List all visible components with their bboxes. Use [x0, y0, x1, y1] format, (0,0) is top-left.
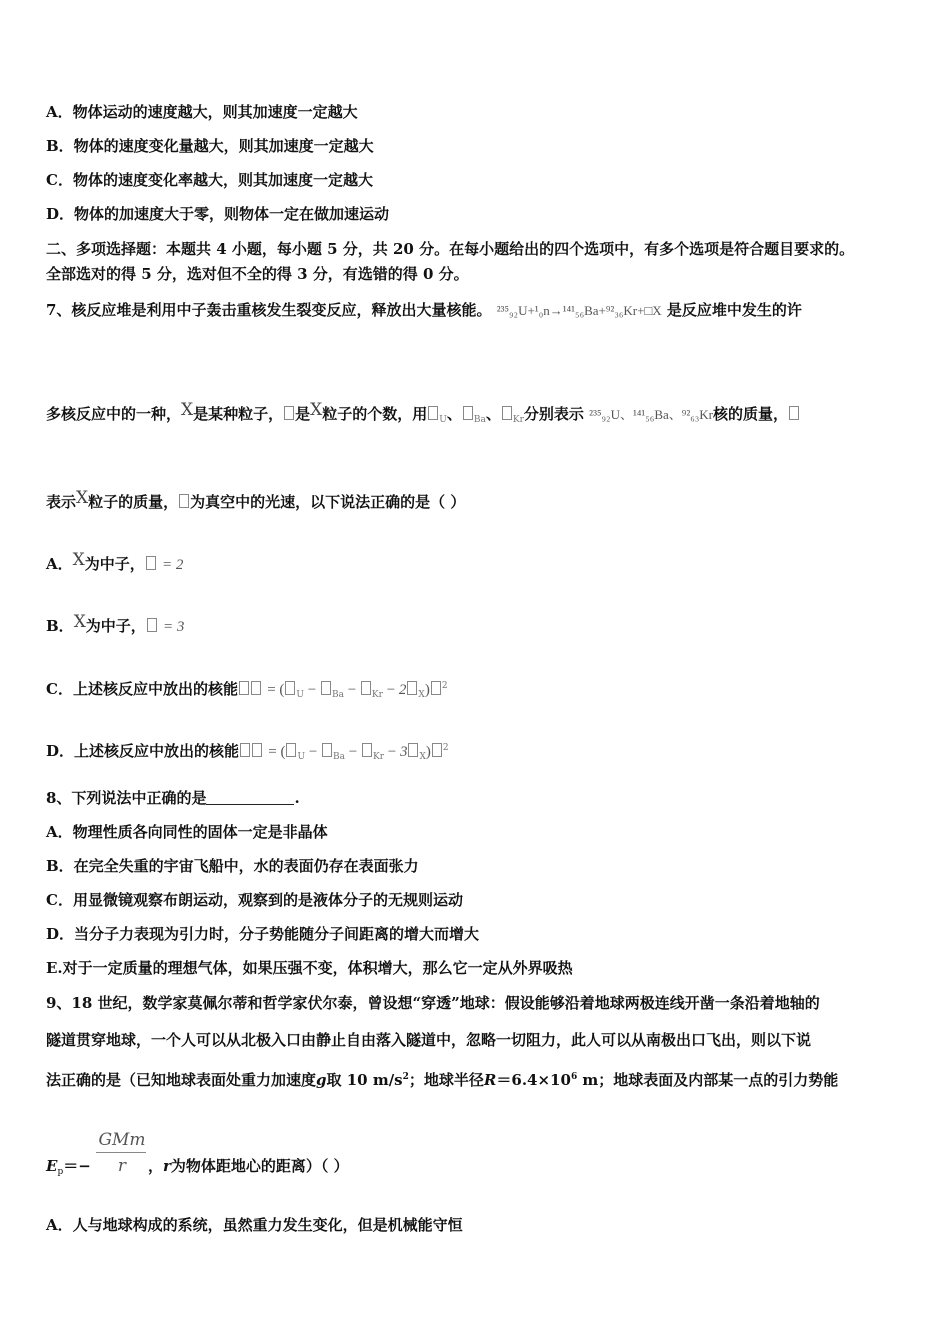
- mass-subscript: Kr: [371, 690, 383, 700]
- q7-option-c: [46, 676, 448, 705]
- formula-open: = (: [267, 682, 285, 698]
- exponent: 2: [402, 1072, 409, 1082]
- q8-option-c: C．用显微镜观察布朗运动，观察到的是液体分子的无规则运动: [46, 891, 463, 909]
- fraction-numerator: GMm: [98, 1130, 146, 1150]
- q9-potential-energy-line: [46, 1156, 91, 1182]
- placeholder-symbol-icon: [408, 743, 418, 757]
- separator: 、: [446, 405, 462, 423]
- placeholder-symbol-icon: [285, 681, 295, 695]
- placeholder-symbol-icon: [789, 406, 799, 420]
- placeholder-symbol-icon: [463, 406, 473, 420]
- q7-option-d: [46, 738, 449, 767]
- option-text: C．上述核反应中放出的核能: [46, 680, 238, 698]
- q8-option-a: A．物理性质各向同性的固体一定是非晶体: [46, 823, 328, 841]
- formula-close: ): [424, 682, 430, 698]
- mass-subscript: Ba: [331, 690, 344, 700]
- coefficient: 2: [398, 682, 407, 698]
- placeholder-symbol-icon: [146, 556, 156, 570]
- fraction-bar: [96, 1152, 146, 1153]
- square-exponent: 2: [441, 681, 448, 691]
- placeholder-symbol-icon: [322, 743, 332, 757]
- placeholder-symbol-icon: [252, 743, 262, 757]
- placeholder-symbol-icon: [362, 743, 372, 757]
- q9-text: 取 10 m/s: [326, 1071, 403, 1089]
- q7-stem-text: 多核反应中的一种，: [46, 405, 182, 423]
- mass-subscript: U: [296, 690, 304, 700]
- mass-subscript: Kr: [512, 415, 524, 425]
- section2-heading-line1: 二、多项选择题：本题共 4 小题，每小题 5 分，共 20 分。在每小题给出的四个选项中，有多个选项是符合题目要求的。: [46, 240, 855, 258]
- option-text: D．上述核反应中放出的核能: [46, 742, 240, 760]
- q8-stem-text: 8、下列说法中正确的是: [46, 789, 207, 807]
- subscript-p: p: [57, 1167, 64, 1177]
- placeholder-symbol-icon: [286, 743, 296, 757]
- q9-stem-line2: 隧道贯穿地球，一个人可以从北极入口由静止自由落入隧道中，忽略一切阻力，此人可以从南极出口飞出，则以下说: [46, 1031, 812, 1049]
- q9-text: 法正确的是（已知地球表面处重力加速度: [46, 1071, 317, 1089]
- formula-close: ): [425, 744, 431, 760]
- mass-subscript: Kr: [372, 752, 385, 762]
- q9-stem-line1: 9、18 世纪，数学家莫佩尔蒂和哲学家伏尔泰，曾设想“穿透”地球：假设能够沿着地球两极连线开凿一条沿着地轴的: [46, 994, 820, 1012]
- coefficient: 3: [399, 744, 408, 760]
- q7-stem-text: 是: [295, 405, 311, 423]
- section2-heading-line2: 全部选对的得 5 分，选对但不全的得 3 分，有选错的得 0 分。: [46, 265, 469, 283]
- minus: −: [305, 744, 322, 760]
- q6-option-d: D．物体的加速度大于零，则物体一定在做加速运动: [46, 205, 390, 223]
- placeholder-symbol-icon: [431, 681, 441, 695]
- placeholder-symbol-icon: [240, 743, 250, 757]
- q7-stem-text: 分别表示: [523, 405, 584, 423]
- q6-option-a: A．物体运动的速度越大，则其加速度一定越大: [46, 103, 358, 121]
- placeholder-symbol-icon: [502, 406, 512, 420]
- q9-text: 为物体距地心的距离）（ ）: [170, 1157, 349, 1175]
- q6-option-c: C．物体的速度变化率越大，则其加速度一定越大: [46, 171, 373, 189]
- q8-stem-end: .: [294, 789, 300, 807]
- placeholder-symbol-icon: [361, 681, 371, 695]
- square-exponent: 2: [442, 743, 449, 753]
- q7-stem-line1: [46, 300, 802, 321]
- x-symbol: X: [310, 400, 323, 420]
- q9-text: ；地球半径: [408, 1071, 484, 1089]
- placeholder-symbol-icon: [179, 494, 189, 508]
- option-value: = 3: [163, 619, 185, 635]
- q7-option-a: [46, 550, 183, 575]
- symbol-r: R: [483, 1071, 497, 1089]
- q7-stem-text: 粒子的质量，: [88, 493, 179, 511]
- option-label: A．: [46, 555, 73, 573]
- minus: −: [304, 682, 320, 698]
- x-symbol: X: [73, 612, 86, 632]
- q8-option-e: E.对于一定质量的理想气体，如果压强不变，体积增大，那么它一定从外界吸热: [46, 959, 573, 977]
- q8-stem: [46, 788, 300, 808]
- mass-subscript: U: [297, 752, 306, 762]
- q9-option-a: A．人与地球构成的系统，虽然重力发生变化，但是机械能守恒: [46, 1216, 463, 1234]
- nuclide-list: ²³⁵₉₂U、¹⁴¹₅₆Ba、⁹²₆₃Kr: [589, 407, 713, 422]
- placeholder-symbol-icon: [251, 681, 261, 695]
- exponent: 6: [570, 1072, 578, 1082]
- q6-option-b: B．物体的速度变化量越大，则其加速度一定越大: [46, 137, 374, 155]
- mass-subscript: Ba: [473, 415, 486, 425]
- x-symbol: X: [181, 400, 194, 420]
- q9-stem-line3: [46, 1067, 838, 1090]
- option-text: 为中子，: [84, 555, 145, 573]
- placeholder-symbol-icon: [147, 618, 157, 632]
- answer-blank[interactable]: [206, 790, 294, 805]
- x-symbol: X: [72, 550, 85, 570]
- minus: −: [382, 682, 399, 698]
- placeholder-symbol-icon: [428, 406, 438, 420]
- q7-stem-text: 是某种粒子，: [193, 405, 284, 423]
- q7-stem-text: 核的质量，: [713, 405, 789, 423]
- q7-option-b: [46, 612, 184, 637]
- minus: −: [343, 682, 360, 698]
- option-label: B．: [46, 617, 74, 635]
- placeholder-symbol-icon: [239, 681, 249, 695]
- symbol-r-small: r: [163, 1157, 171, 1175]
- q8-option-d: D．当分子力表现为引力时，分子势能随分子间距离的增大而增大: [46, 925, 480, 943]
- q7-stem-line3: [46, 488, 465, 512]
- q7-stem-text: 为真空中的光速，以下说法正确的是（ ）: [190, 493, 466, 511]
- minus: −: [345, 744, 361, 760]
- x-symbol: X: [76, 488, 89, 508]
- q8-option-b: B．在完全失重的宇宙飞船中，水的表面仍存在表面张力: [46, 857, 419, 875]
- mass-subscript: Ba: [333, 752, 346, 762]
- q7-stem-line2: [46, 400, 800, 430]
- formula-open: = (: [268, 744, 286, 760]
- placeholder-symbol-icon: [432, 743, 442, 757]
- option-text: 为中子，: [85, 617, 146, 635]
- fraction-denominator: r: [117, 1156, 127, 1176]
- q7-reaction-equation: ²³⁵₉₂U+¹₀n→¹⁴¹₅₆Ba+⁹²₃₆Kr+□X: [496, 303, 662, 318]
- mass-subscript: U: [439, 415, 447, 425]
- q7-stem-text: 7、核反应堆是利用中子轰击重核发生裂变反应，释放出大量核能。: [46, 301, 492, 319]
- q7-stem-text-end: 是反应堆中发生的许: [666, 301, 802, 319]
- minus: −: [384, 744, 400, 760]
- q9-potential-energy-rest: [148, 1156, 349, 1176]
- placeholder-symbol-icon: [321, 681, 331, 695]
- symbol-e: E: [46, 1157, 58, 1175]
- placeholder-symbol-icon: [407, 681, 417, 695]
- option-value: = 2: [162, 557, 184, 573]
- mass-subscript: X: [419, 752, 426, 762]
- q9-text: m；地球表面及内部某一点的引力势能: [577, 1071, 839, 1089]
- q7-stem-text: 表示: [46, 493, 77, 511]
- q9-text: ＝6.4×10: [496, 1071, 571, 1089]
- q7-stem-text: 粒子的个数，用: [322, 405, 428, 423]
- equals-minus: ＝−: [63, 1157, 91, 1175]
- placeholder-symbol-icon: [284, 406, 294, 420]
- symbol-g: g: [316, 1071, 327, 1089]
- separator: 、: [485, 405, 501, 423]
- mass-subscript: X: [418, 690, 425, 700]
- q9-text: ，: [148, 1157, 164, 1175]
